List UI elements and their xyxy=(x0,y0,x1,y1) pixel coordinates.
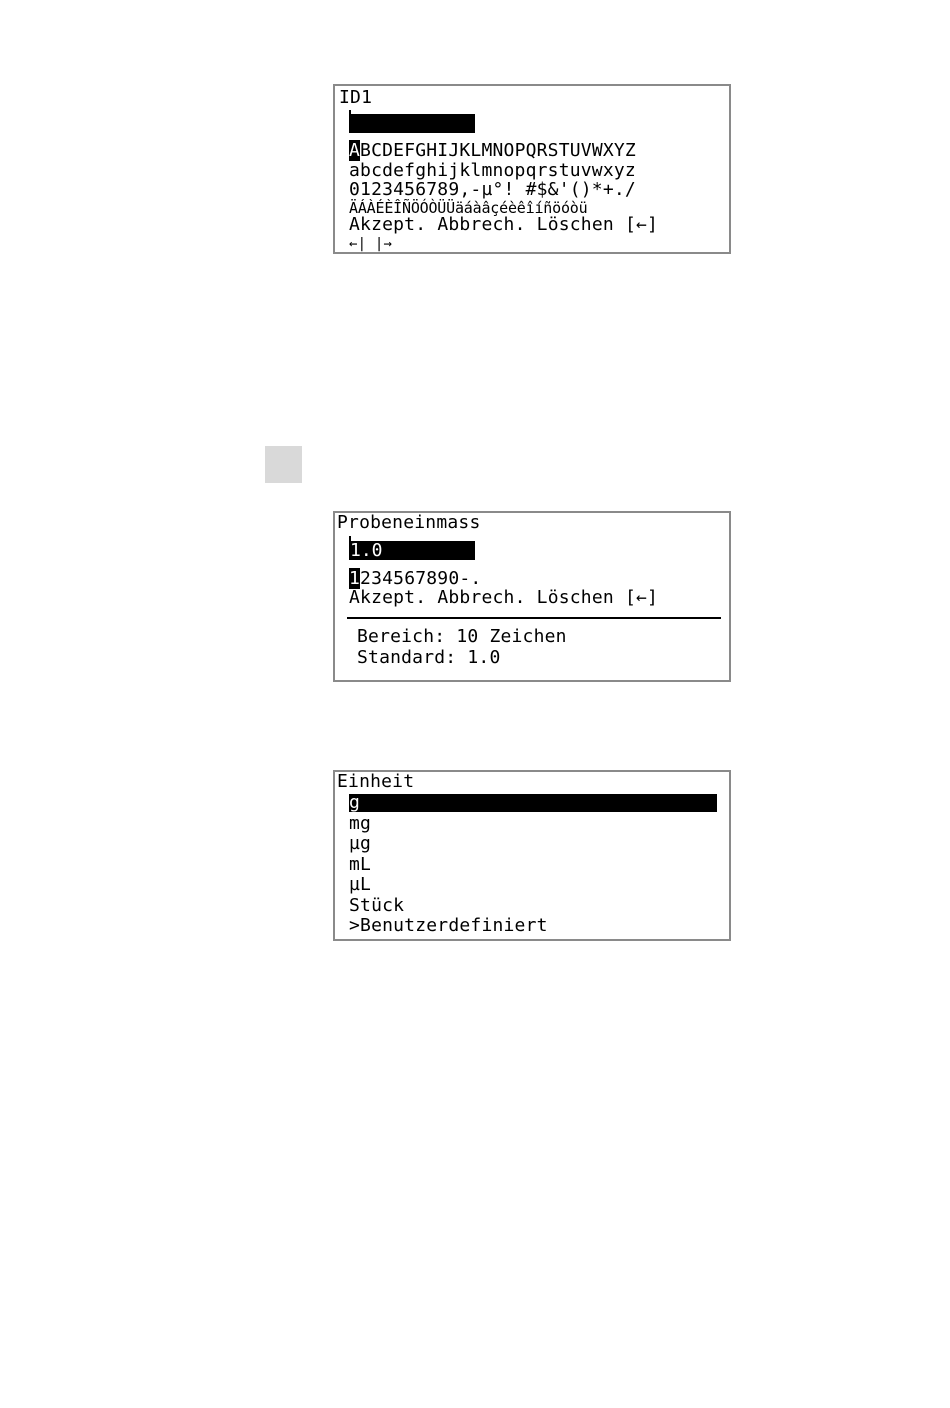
screen-title: Einheit xyxy=(337,771,415,792)
accept-button[interactable]: Akzept. xyxy=(349,214,427,235)
cursor-left-button[interactable]: ←| xyxy=(349,236,367,252)
cancel-button[interactable]: Abbrech. xyxy=(437,587,526,608)
delete-button[interactable]: Löschen xyxy=(536,587,614,608)
unit-option-selected[interactable]: g xyxy=(349,794,717,812)
selected-char[interactable]: A xyxy=(349,140,361,161)
digit-row xyxy=(349,569,481,589)
default-info: Standard: 1.0 xyxy=(357,647,501,668)
range-info: Bereich: 10 Zeichen xyxy=(357,626,567,647)
backspace-button[interactable]: [←] xyxy=(624,214,659,235)
charset-row-uppercase xyxy=(349,141,636,161)
action-row xyxy=(349,588,658,608)
unit-option[interactable]: µg xyxy=(349,833,372,854)
unit-option[interactable]: µL xyxy=(349,874,372,895)
delete-button[interactable]: Löschen xyxy=(536,214,614,235)
charset-row-digits-symbols[interactable]: 0123456789,-µ°! #$&'()*+./ xyxy=(349,179,636,200)
step-marker xyxy=(265,446,302,483)
action-row xyxy=(349,215,658,235)
digit-chars[interactable]: 234567890-. xyxy=(360,568,482,589)
backspace-button[interactable]: [←] xyxy=(624,587,659,608)
unit-option[interactable]: Stück xyxy=(349,895,405,916)
sample-amount-screen xyxy=(333,511,731,682)
cursor-row xyxy=(349,234,392,254)
unit-option[interactable]: mL xyxy=(349,854,372,875)
cursor-right-button[interactable]: |→ xyxy=(374,236,393,252)
id-entry-screen xyxy=(333,84,731,254)
selected-digit[interactable]: 1 xyxy=(349,568,361,589)
charset-row-lowercase[interactable]: abcdefghijklmnopqrstuvwxyz xyxy=(349,160,636,181)
screen-title: ID1 xyxy=(339,87,373,108)
divider xyxy=(347,617,721,619)
cancel-button[interactable]: Abbrech. xyxy=(437,214,526,235)
accept-button[interactable]: Akzept. xyxy=(349,587,427,608)
screen-title: Probeneinmass xyxy=(337,512,481,533)
unit-option[interactable]: mg xyxy=(349,813,372,834)
charset-uppercase-chars[interactable]: BCDEFGHIJKLMNOPQRSTUVWXYZ xyxy=(360,140,636,161)
unit-screen xyxy=(333,770,731,941)
unit-option-custom[interactable]: >Benutzerdefiniert xyxy=(349,915,548,936)
sample-amount-input[interactable]: 1.0 xyxy=(349,541,475,560)
charset-row-accented[interactable]: ÄÁÀÉÈÎÑÖÓÒÜÜäáàâçéèêîíñöóòü xyxy=(349,199,588,217)
id-input-field[interactable] xyxy=(349,114,475,133)
